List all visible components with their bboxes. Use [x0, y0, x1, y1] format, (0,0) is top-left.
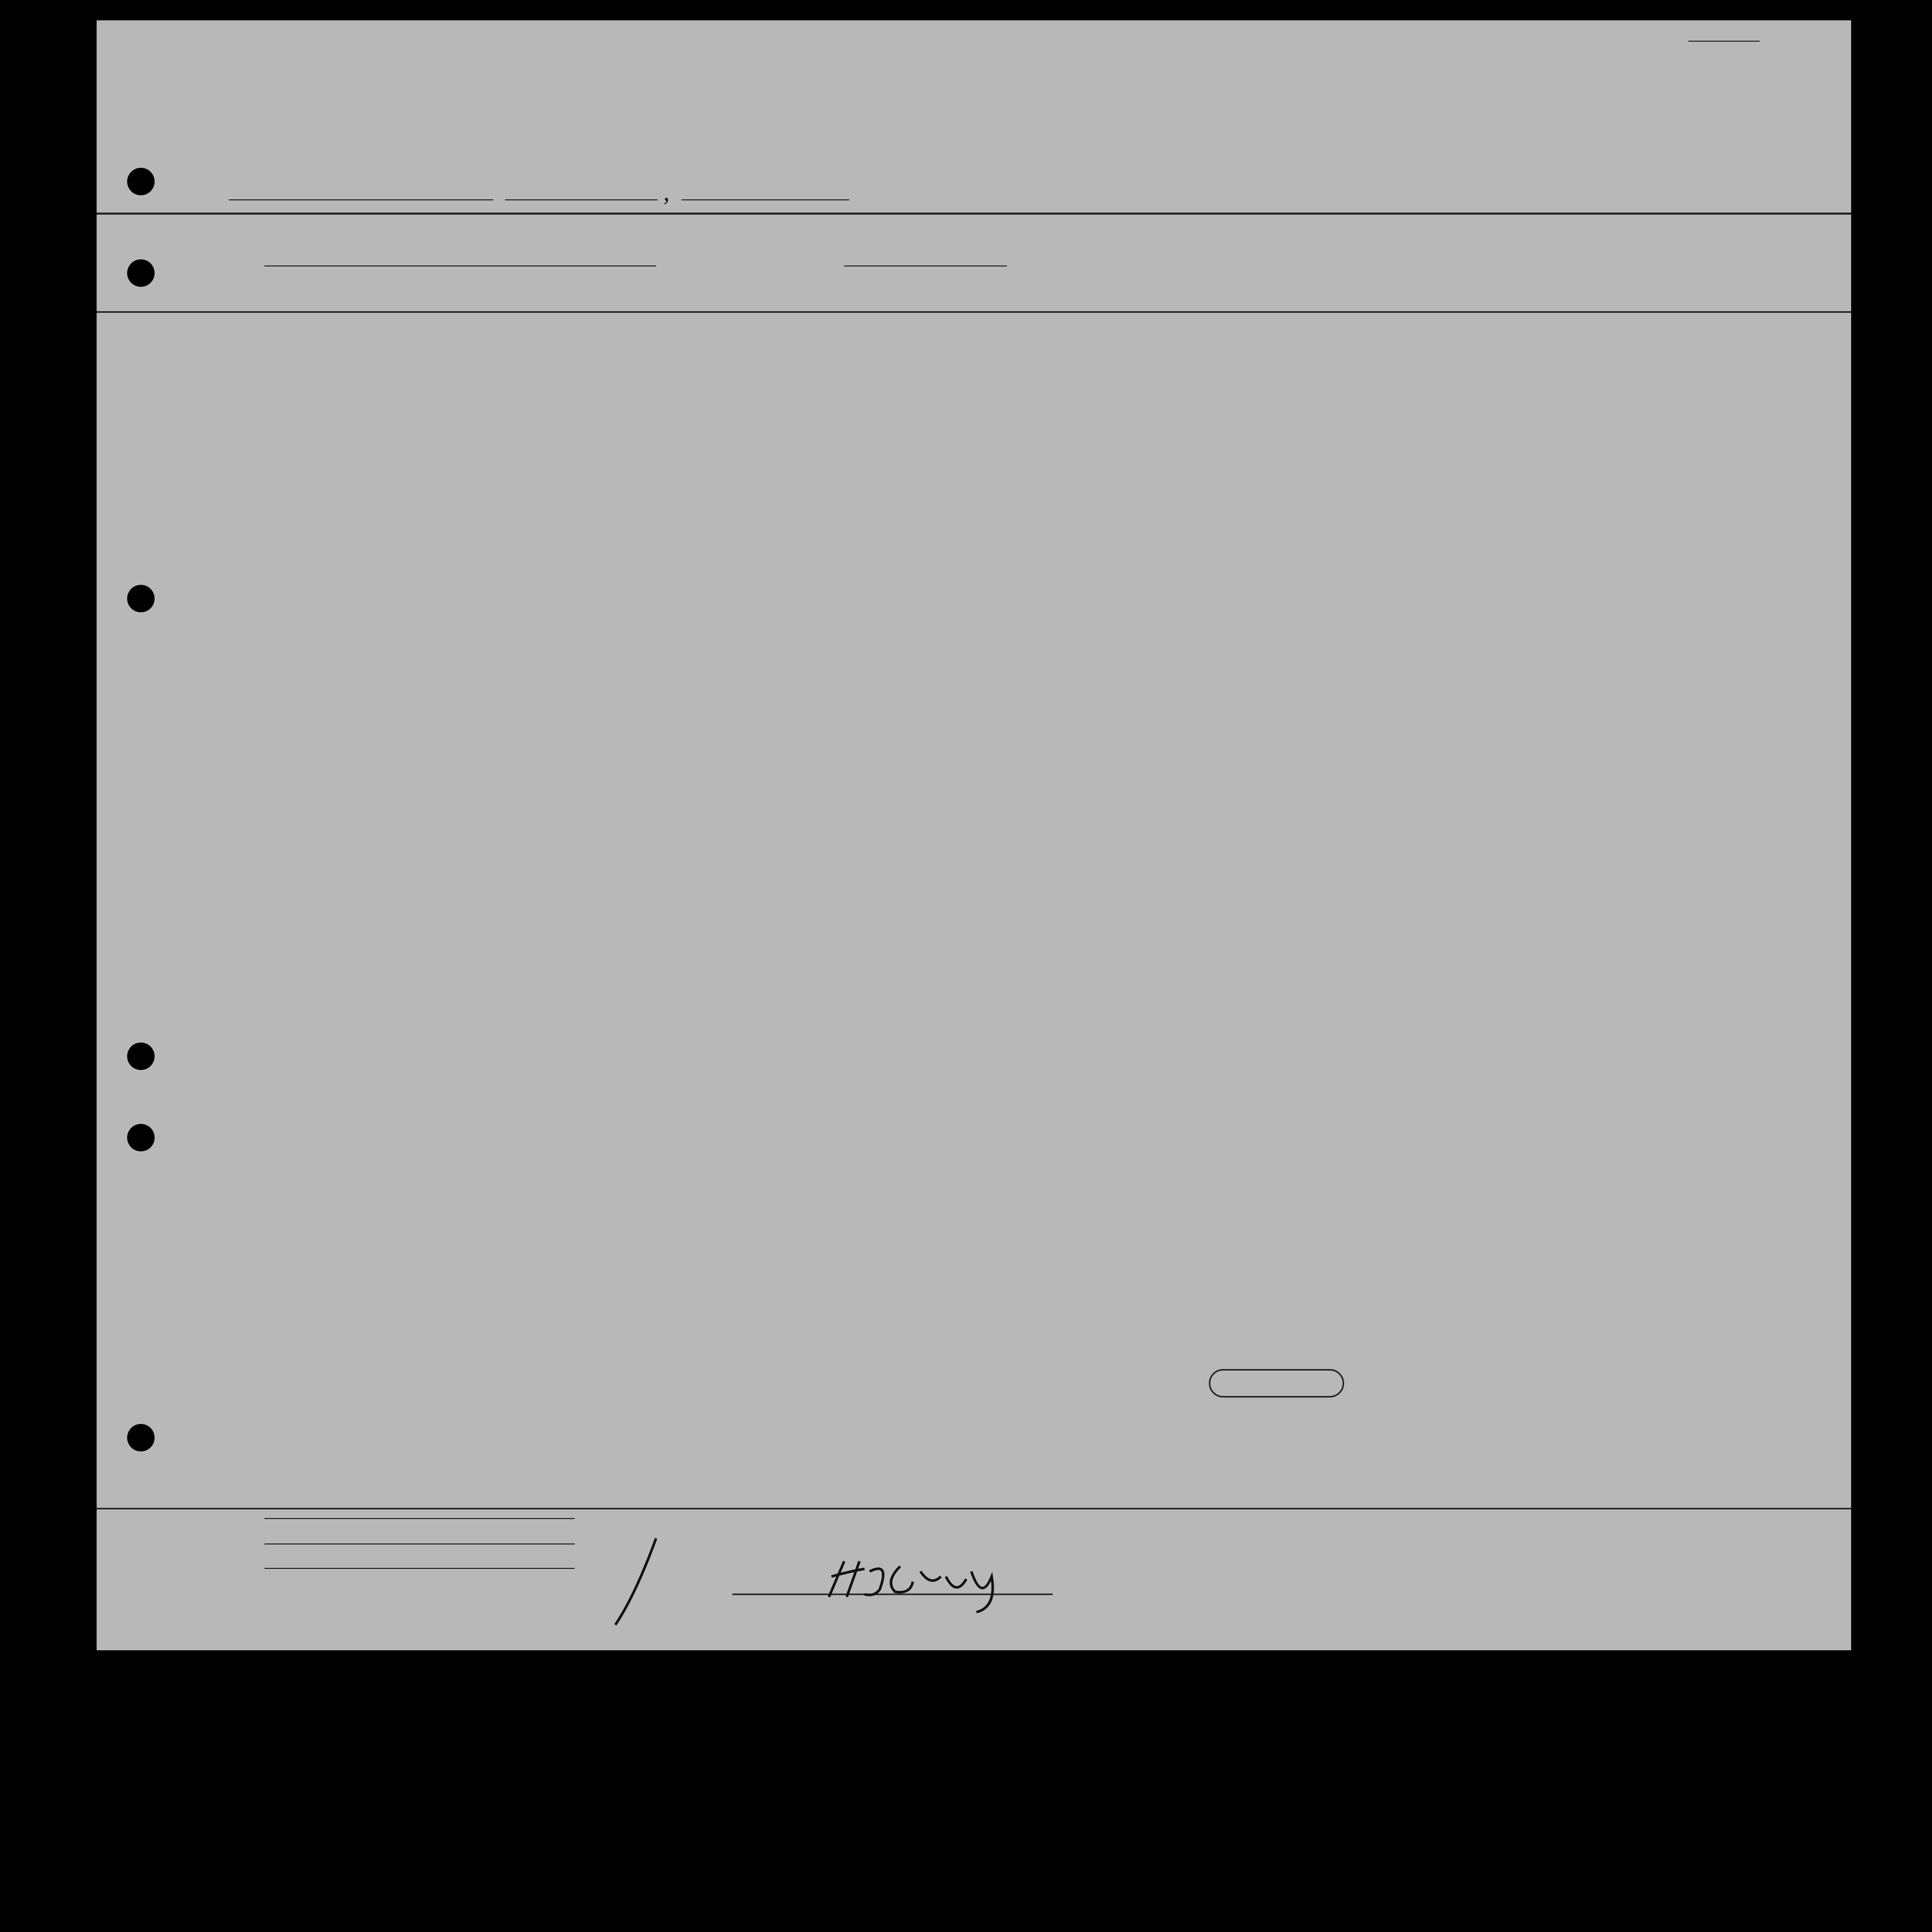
col-header-position — [732, 219, 844, 229]
col-header-name — [264, 219, 651, 230]
col-header-remarks — [1566, 219, 1739, 221]
arrival-date — [681, 199, 849, 200]
punch-hole — [127, 1124, 155, 1151]
punch-hole — [127, 168, 155, 195]
punch-hole — [127, 585, 155, 612]
footer-line-value — [264, 1518, 575, 1519]
annotation-nationality-circle — [1209, 1369, 1344, 1398]
vessel-name — [229, 199, 493, 200]
punch-hole — [127, 259, 155, 287]
col-header-race — [1175, 219, 1266, 239]
col-header-physical-marks — [1465, 219, 1566, 229]
table-bottom-border — [97, 1508, 1851, 1509]
col-header-nationality — [1266, 219, 1363, 239]
inspector-signature — [727, 1541, 1083, 1617]
pen-check-mark — [605, 1533, 666, 1635]
footer-owners-value — [264, 1543, 575, 1544]
col-header-weight — [1414, 219, 1465, 239]
manifest-sheet — [97, 20, 1851, 1650]
col-header-action — [1739, 219, 1851, 225]
header-bottom-border — [97, 311, 1851, 313]
arrival-port — [505, 199, 658, 200]
col-header-height — [1363, 219, 1414, 239]
punch-hole — [127, 1043, 155, 1070]
footer-agents-value — [264, 1568, 575, 1569]
col-header-shipped — [844, 219, 1007, 230]
sheet-number-value — [1688, 41, 1760, 42]
table-top-border — [97, 213, 1851, 215]
vessel-line: , — [224, 177, 1760, 207]
col-header-sex — [1139, 219, 1175, 239]
punch-hole — [127, 1424, 155, 1451]
col-header-age — [1098, 219, 1139, 239]
